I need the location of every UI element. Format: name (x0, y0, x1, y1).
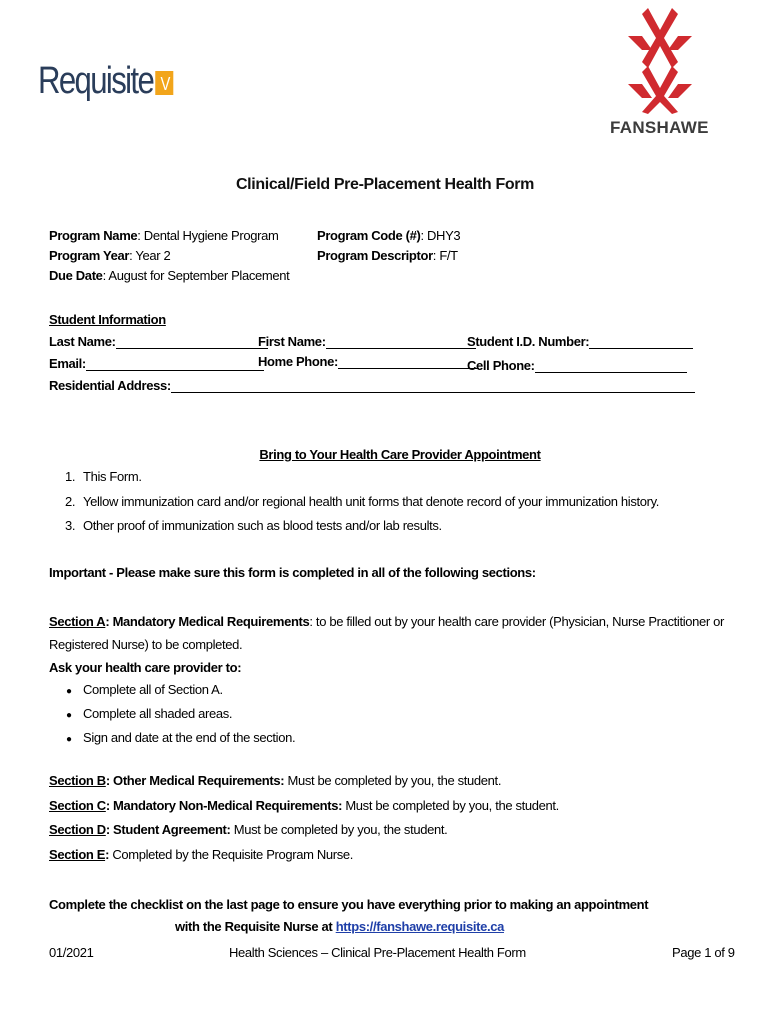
first-name-field[interactable] (326, 335, 476, 349)
requisite-link[interactable]: https://fanshawe.requisite.ca (335, 919, 504, 934)
section-d: Section D: Student Agreement: Must be completed by you, the student. (49, 822, 448, 837)
home-phone-field[interactable] (338, 355, 479, 369)
address-row[interactable] (49, 378, 695, 393)
section-c: Section C: Mandatory Non-Medical Requirements: Must be completed by you, the student. (49, 797, 559, 813)
program-info-left (49, 226, 289, 286)
program-descriptor-value: : F/T (432, 248, 458, 263)
sections-list (49, 769, 559, 867)
bring-heading: Bring to Your Health Care Provider Appointment (259, 447, 541, 462)
section-a-desc-2: Registered Nurse) to be completed. (49, 637, 243, 652)
program-descriptor-label: Program Descriptor (317, 248, 433, 263)
home-phone-row[interactable] (258, 354, 479, 369)
bring-item-2-text: Yellow immunization card and/or regional health unit forms that denote record of your immunization history. (83, 494, 660, 509)
cell-phone-label: Cell Phone: (467, 358, 535, 373)
section-a-bullets (66, 679, 296, 751)
section-a-desc: : to be filled out by your health care provider (Physician, Nurse Practitioner or (309, 614, 724, 629)
list-item: ● Sign and date at the end of the section. (66, 730, 296, 745)
due-date-label: Due Date (49, 268, 103, 283)
fanshawe-logo-text: FANSHAWE (610, 118, 709, 137)
page-number: Page 1 of 9 (672, 945, 735, 960)
last-name-row[interactable] (49, 334, 268, 349)
address-field[interactable] (171, 379, 695, 393)
program-name-label: Program Name (49, 228, 138, 243)
section-a-label: Section A (49, 614, 106, 629)
program-year-value: : Year 2 (129, 248, 171, 263)
program-info-right (317, 226, 460, 266)
page-title: Clinical/Field Pre-Placement Health Form (235, 176, 535, 193)
bring-item-2-num: 2. (65, 494, 76, 509)
list-item: ● Complete all shaded areas. (66, 706, 233, 721)
student-id-row[interactable] (467, 334, 693, 349)
checklist-line-1: Complete the checklist on the last page to ensure you have everything prior to making an appointment (49, 897, 649, 912)
footer-date: 01/2021 (49, 945, 94, 960)
important-note: Important - Please make sure this form is completed in all of the following sections: (49, 565, 536, 580)
program-code-value: : DHY3 (420, 228, 461, 243)
last-name-label: Last Name: (49, 334, 116, 349)
checklist-line-2: with the Requisite Nurse at https://fanshawe.requisite.ca (175, 919, 504, 934)
requisite-logo (38, 60, 174, 103)
email-row[interactable] (49, 356, 264, 371)
student-info-heading: Student Information (49, 312, 166, 327)
first-name-row[interactable] (258, 334, 476, 349)
bring-item-1-text: This Form. (83, 469, 142, 484)
bring-item-1-num: 1. (65, 469, 76, 484)
address-label: Residential Address: (49, 378, 171, 393)
program-name-value: : Dental Hygiene Program (137, 228, 279, 243)
program-year-label: Program Year (49, 248, 130, 263)
due-date-value: : August for September Placement (102, 268, 290, 283)
footer-title: Health Sciences – Clinical Pre-Placement Health Form (229, 945, 526, 960)
section-a-ask: Ask your health care provider to: (49, 660, 242, 675)
requisite-logo-mark: V (156, 71, 174, 95)
cell-phone-row[interactable] (467, 358, 687, 373)
section-a-title: : Mandatory Medical Requirements (105, 614, 310, 629)
section-b: Section B: Other Medical Requirements: Must be completed by you, the student. (49, 773, 502, 788)
bring-item-3-num: 3. (65, 518, 76, 533)
bring-item-3-text: Other proof of immunization such as blood tests and/or lab results. (83, 518, 442, 533)
list-item: ● Complete all of Section A. (66, 682, 223, 697)
section-e: Section E: Completed by the Requisite Program Nurse. (49, 846, 354, 862)
email-label: Email: (49, 356, 86, 371)
bring-item-3 (65, 518, 442, 533)
program-code-label: Program Code (#) (317, 228, 421, 243)
fanshawe-emblem-icon (622, 6, 698, 114)
student-id-label: Student I.D. Number: (467, 334, 590, 349)
cell-phone-field[interactable] (535, 359, 687, 373)
section-a (49, 610, 724, 679)
requisite-logo-text: Requisite (38, 60, 154, 102)
last-name-field[interactable] (116, 335, 268, 349)
student-id-field[interactable] (589, 335, 693, 349)
bring-item-1 (65, 469, 142, 484)
first-name-label: First Name: (258, 334, 326, 349)
home-phone-label: Home Phone: (258, 354, 338, 369)
bring-item-2 (65, 494, 660, 509)
email-field[interactable] (86, 357, 264, 371)
